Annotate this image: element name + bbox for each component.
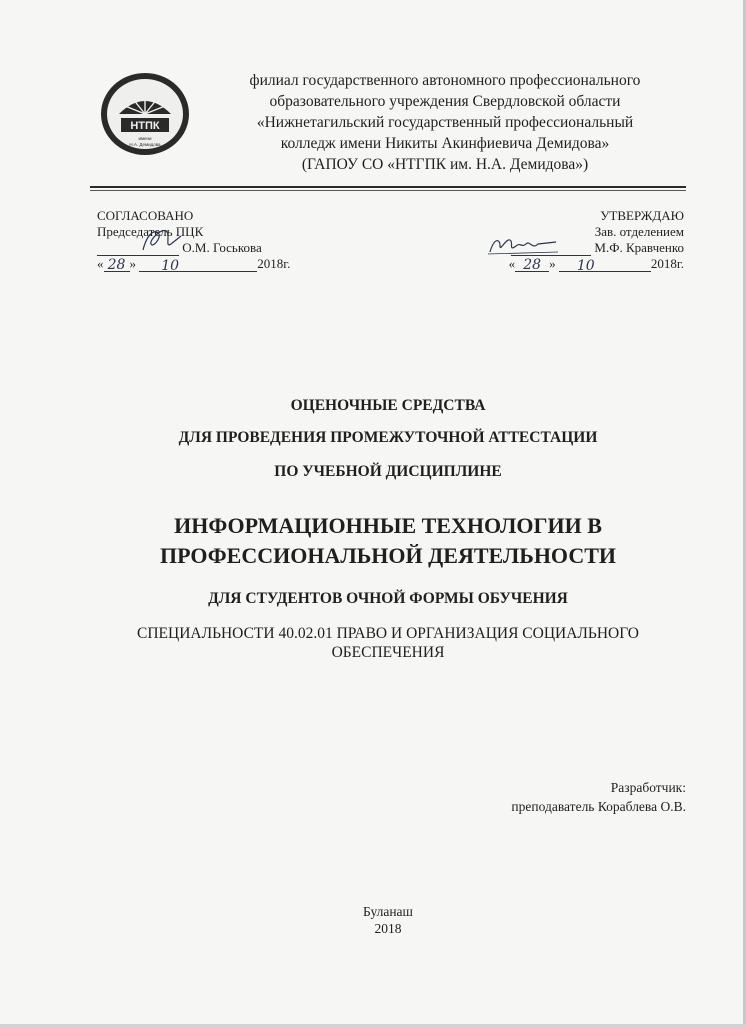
approval-approved <box>462 208 684 272</box>
developer-name: преподаватель Кораблева О.В. <box>511 799 686 814</box>
date-month: 10 <box>559 258 651 272</box>
signature-mark <box>486 232 560 258</box>
approver-name: О.М. Госькова <box>182 240 262 255</box>
approval-heading: СОГЛАСОВАНО <box>97 208 194 223</box>
header-line: образовательного учреждения Свердловской области <box>269 93 621 110</box>
approval-agreed <box>97 208 327 272</box>
approval-heading: УТВЕРЖДАЮ <box>600 208 684 223</box>
discipline-title-2: ПРОФЕССИОНАЛЬНОЙ ДЕЯТЕЛЬНОСТИ <box>159 543 616 568</box>
footer-city: Буланаш <box>363 904 413 919</box>
logo-text: НТПК <box>130 120 160 132</box>
header-line: филиал государственного автономного профессионального <box>249 72 641 89</box>
header-divider-thin <box>90 190 686 191</box>
date-year: 2018г. <box>257 256 291 271</box>
date-day: 28 <box>104 257 130 272</box>
header-line: «Нижнетагильский государственный профессиональный <box>256 114 634 131</box>
date-month: 10 <box>139 258 257 272</box>
students-line: ДЛЯ СТУДЕНТОВ ОЧНОЙ ФОРМЫ ОБУЧЕНИЯ <box>208 590 568 607</box>
discipline-title-1: ИНФОРМАЦИОННЫЕ ТЕХНОЛОГИИ В <box>174 513 602 538</box>
date-year: 2018г. <box>650 256 684 271</box>
developer-block <box>440 778 686 816</box>
approval-role: Зав. отделением <box>594 224 684 239</box>
doc-title-line-2: ДЛЯ ПРОВЕДЕНИЯ ПРОМЕЖУТОЧНОЙ АТТЕСТАЦИИ <box>178 429 598 446</box>
logo-subtext-1: имени <box>138 136 152 141</box>
specialty-line-2: ОБЕСПЕЧЕНИЯ <box>331 644 445 661</box>
institution-header <box>210 70 680 175</box>
approval-date: « 28 » 10 2018г. <box>97 256 291 274</box>
logo-subtext-2: Н.А. Демидова <box>129 142 161 147</box>
doc-title-line-1: ОЦЕНОЧНЫЕ СРЕДСТВА <box>290 397 486 414</box>
signature-mark <box>137 220 185 260</box>
footer <box>90 903 686 937</box>
date-day: 28 <box>515 257 549 272</box>
specialty-line-1: СПЕЦИАЛЬНОСТИ 40.02.01 ПРАВО И ОРГАНИЗАЦИЯ СОЦИАЛЬНОГО <box>137 625 639 642</box>
approver-name: М.Ф. Кравченко <box>594 240 684 255</box>
signature-line <box>97 240 327 256</box>
header-line: колледж имени Никиты Акинфиевича Демидова» <box>280 135 610 152</box>
footer-year: 2018 <box>374 921 402 936</box>
doc-title-line-3: ПО УЧЕБНОЙ ДИСЦИПЛИНЕ <box>274 463 502 480</box>
developer-label: Разработчик: <box>610 780 686 795</box>
header-divider <box>90 186 686 188</box>
header-line: (ГАПОУ СО «НТГПК им. Н.А. Демидова») <box>301 156 589 173</box>
approval-role: Председатель ПЦК <box>97 224 204 239</box>
approval-date: « 28 » 10 2018г. <box>508 256 684 274</box>
college-logo <box>97 70 193 158</box>
